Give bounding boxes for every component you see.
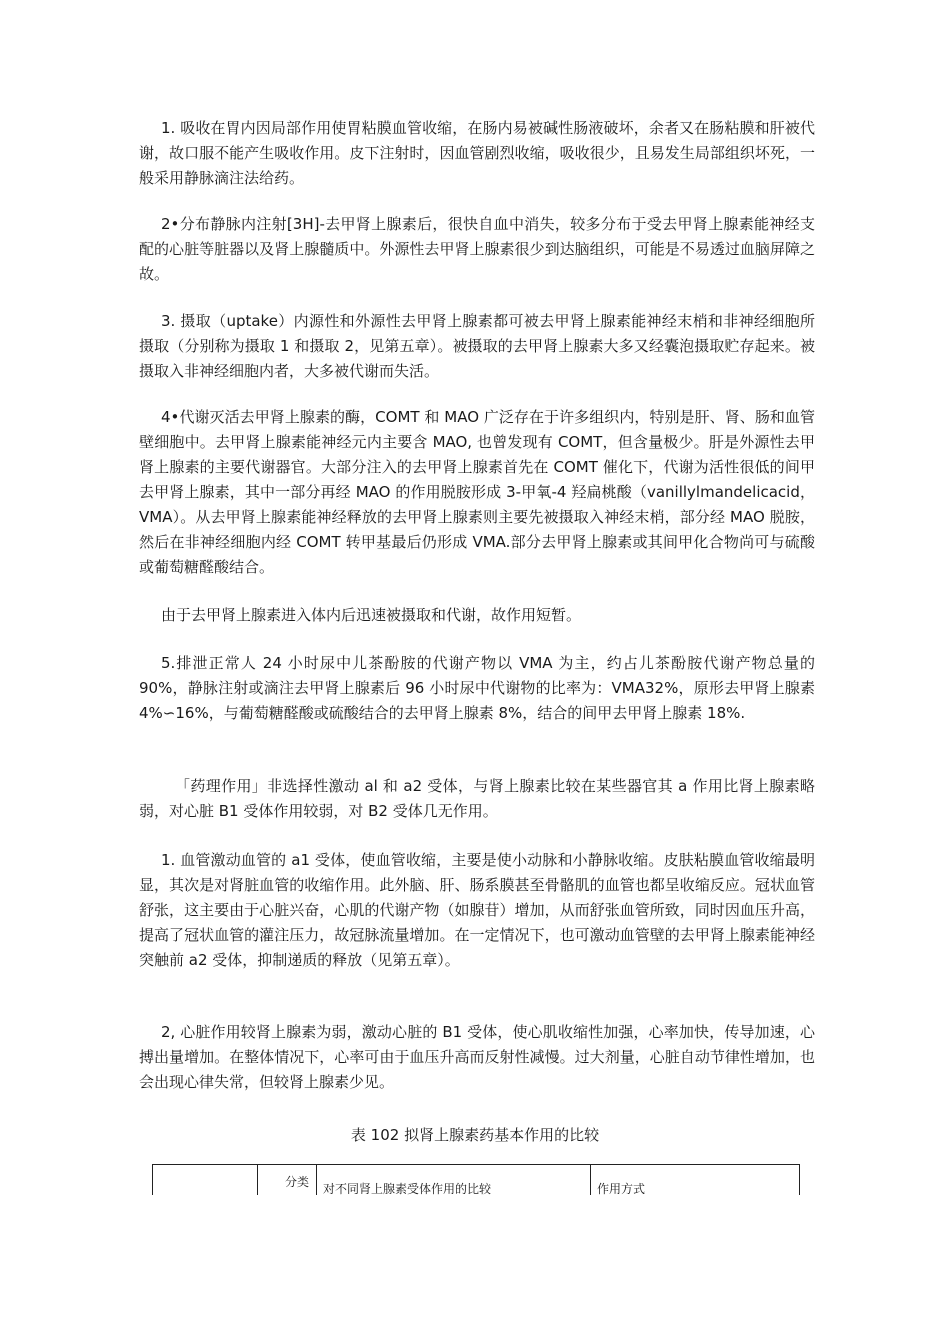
table-caption: 表 102 拟肾上腺素药基本作用的比较	[350, 1126, 600, 1144]
table-column-divider	[257, 1165, 258, 1195]
paragraph-heart: 2, 心脏作用较肾上腺素为弱，激动心脏的 B1 受体，使心肌收缩性加强，心率加快，传导加速，心搏出量增加。在整体情况下，心率可由于血压升高而反射性减慢。过大剂量，心脏自动节律性增加，也会出现心律失常，但较肾上腺素少见。	[139, 1023, 815, 1091]
table-header-category: 分类	[285, 1175, 310, 1189]
comparison-table	[152, 1164, 800, 1195]
paragraph-short-action: 由于去甲肾上腺素进入体内后迅速被摄取和代谢，故作用短暂。	[161, 606, 582, 624]
paragraph-metabolism: 4•代谢灭活去甲肾上腺素的酶，COMT 和 MAO 广泛存在于许多组织内，特别是肝、肾、肠和血管壁细胞中。去甲肾上腺素能神经元内主要含 MAO, 也曾发现有 COMT，但含量极少。肝是外源性去甲肾上腺素的主要代谢器官。大部分注入的去甲肾上腺素首先在 COMT 催化下，代谢为活性很低的间甲去甲肾上腺素，其中一部分再经 MAO 的作用脱胺形成 3-甲氧-4 羟扁桃酸（vanillylmandelicacid，VMA）。从去甲肾上腺素能神经释放的去甲肾上腺素则主要先被摄取入神经末梢，部分经 MAO 脱胺，然后在非神经细胞内经 COMT 转甲基最后仍形成 VMA.部分去甲肾上腺素或其间甲化合物尚可与硫酸或葡萄糖醛酸结合。	[139, 408, 815, 576]
table-column-divider	[316, 1165, 317, 1195]
table-header-mode-of-action: 作用方式	[597, 1182, 646, 1196]
table-column-divider	[590, 1165, 591, 1195]
paragraph-pharmacology: 「药理作用」非选择性激动 al 和 a2 受体，与肾上腺素比较在某些器官其 a 作用比肾上腺素略弱，对心脏 B1 受体作用较弱，对 B2 受体几无作用。	[139, 777, 815, 820]
paragraph-excretion: 5.排泄正常人 24 小时尿中儿茶酚胺的代谢产物以 VMA 为主，约占儿茶酚胺代谢产物总量的 90%，静脉注射或滴注去甲肾上腺素后 96 小时尿中代谢物的比率为：VMA32%，原形去甲肾上腺素 4%∽16%，与葡萄糖醛酸或硫酸结合的去甲肾上腺素 8%，结合的间甲去甲肾上腺素 18%.	[139, 654, 815, 722]
table-header-receptor-comparison: 对不同肾上腺素受体作用的比较	[323, 1182, 492, 1196]
paragraph-absorption: 1. 吸收在胃内因局部作用使胃粘膜血管收缩，在肠内易被碱性肠液破坏，余者又在肠粘膜和肝被代谢，故口服不能产生吸收作用。皮下注射时，因血管剧烈收缩，吸收很少，且易发生局部组织坏死，一般采用静脉滴注法给药。	[139, 119, 815, 187]
paragraph-distribution: 2•分布静脉内注射[3H]-去甲肾上腺素后，很快自血中消失，较多分布于受去甲肾上腺素能神经支配的心脏等脏器以及肾上腺髓质中。外源性去甲肾上腺素很少到达脑组织，可能是不易透过血脑屏障之故。	[139, 215, 815, 283]
paragraph-uptake: 3. 摄取（uptake）内源性和外源性去甲肾上腺素都可被去甲肾上腺素能神经末梢和非神经细胞所摄取（分别称为摄取 1 和摄取 2，见第五章）。被摄取的去甲肾上腺素大多又经囊泡摄取贮存起来。被摄取入非神经细胞内者，大多被代谢而失活。	[139, 312, 815, 380]
paragraph-vessels: 1. 血管激动血管的 a1 受体，使血管收缩，主要是使小动脉和小静脉收缩。皮肤粘膜血管收缩最明显，其次是对肾脏血管的收缩作用。此外脑、肝、肠系膜甚至骨骼肌的血管也都呈收缩反应。冠状血管舒张，这主要由于心脏兴奋，心肌的代谢产物（如腺苷）增加，从而舒张血管所致，同时因血压升高，提高了冠状血管的灌注压力，故冠脉流量增加。在一定情况下，也可激动血管壁的去甲肾上腺素能神经突触前 a2 受体，抑制递质的释放（见第五章）。	[139, 851, 815, 969]
